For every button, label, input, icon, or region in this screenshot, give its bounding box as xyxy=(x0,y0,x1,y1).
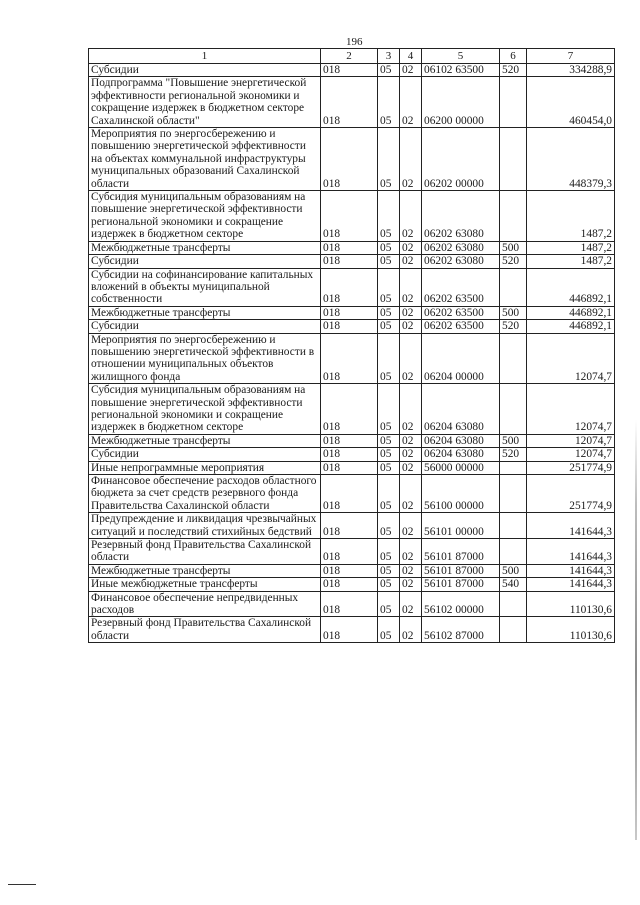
row-csr-cell: 06204 63080 xyxy=(422,448,500,461)
row-ved-cell: 018 xyxy=(321,513,378,539)
row-ved-cell: 018 xyxy=(321,448,378,461)
row-sum-cell: 141644,3 xyxy=(527,539,615,565)
row-name-cell: Предупреждение и ликвидация чрезвычайных ситуаций и последствий стихийных бедствий xyxy=(89,513,321,539)
row-vr-cell xyxy=(500,461,527,474)
row-rz-cell: 05 xyxy=(378,448,400,461)
row-sum-cell: 12074,7 xyxy=(527,333,615,384)
row-pr-cell: 02 xyxy=(400,77,422,128)
row-ved-cell: 018 xyxy=(321,617,378,643)
table-row xyxy=(89,384,615,435)
row-sum-cell: 110130,6 xyxy=(527,591,615,617)
row-sum-cell: 1487,2 xyxy=(527,241,615,254)
row-sum-cell: 1487,2 xyxy=(527,255,615,268)
row-rz-cell: 05 xyxy=(378,77,400,128)
row-name-cell: Иные непрограммные мероприятия xyxy=(89,461,321,474)
row-csr-cell: 56100 00000 xyxy=(422,475,500,513)
row-rz-cell: 05 xyxy=(378,475,400,513)
row-rz-cell: 05 xyxy=(378,306,400,319)
table-row xyxy=(89,77,615,128)
table-row xyxy=(89,434,615,447)
header-cell-5: 5 xyxy=(422,49,500,64)
row-rz-cell: 05 xyxy=(378,384,400,435)
header-cell-4: 4 xyxy=(400,49,422,64)
row-csr-cell: 06200 00000 xyxy=(422,77,500,128)
row-vr-cell xyxy=(500,513,527,539)
row-csr-cell: 06202 63500 xyxy=(422,268,500,306)
table-row xyxy=(89,539,615,565)
row-vr-cell: 500 xyxy=(500,434,527,447)
row-vr-cell: 540 xyxy=(500,578,527,591)
table-row xyxy=(89,461,615,474)
table-row xyxy=(89,255,615,268)
row-pr-cell: 02 xyxy=(400,539,422,565)
row-pr-cell: 02 xyxy=(400,320,422,333)
row-ved-cell: 018 xyxy=(321,191,378,242)
row-pr-cell: 02 xyxy=(400,448,422,461)
row-vr-cell xyxy=(500,617,527,643)
row-rz-cell: 05 xyxy=(378,128,400,191)
row-sum-cell: 446892,1 xyxy=(527,320,615,333)
table-row xyxy=(89,268,615,306)
table-row xyxy=(89,128,615,191)
row-rz-cell: 05 xyxy=(378,564,400,577)
row-name-cell: Субсидии на софинансирование капитальных вложений в объекты муниципальной собственности xyxy=(89,268,321,306)
row-pr-cell: 02 xyxy=(400,268,422,306)
page-number: 196 xyxy=(346,36,363,48)
row-vr-cell xyxy=(500,128,527,191)
table-row xyxy=(89,306,615,319)
row-csr-cell: 56101 87000 xyxy=(422,578,500,591)
row-pr-cell: 02 xyxy=(400,306,422,319)
row-csr-cell: 06202 63080 xyxy=(422,191,500,242)
row-name-cell: Межбюджетные трансферты xyxy=(89,306,321,319)
row-pr-cell: 02 xyxy=(400,128,422,191)
row-csr-cell: 06202 00000 xyxy=(422,128,500,191)
row-vr-cell: 520 xyxy=(500,448,527,461)
row-name-cell: Межбюджетные трансферты xyxy=(89,241,321,254)
row-ved-cell: 018 xyxy=(321,434,378,447)
row-vr-cell xyxy=(500,384,527,435)
table-row xyxy=(89,564,615,577)
row-name-cell: Резервный фонд Правительства Сахалинской области xyxy=(89,617,321,643)
table-row xyxy=(89,191,615,242)
row-pr-cell: 02 xyxy=(400,617,422,643)
header-cell-7: 7 xyxy=(527,49,615,64)
row-rz-cell: 05 xyxy=(378,513,400,539)
row-name-cell: Финансовое обеспечение непредвиденных расходов xyxy=(89,591,321,617)
row-csr-cell: 56101 87000 xyxy=(422,564,500,577)
row-pr-cell: 02 xyxy=(400,64,422,77)
row-vr-cell xyxy=(500,77,527,128)
row-pr-cell: 02 xyxy=(400,191,422,242)
row-vr-cell xyxy=(500,191,527,242)
row-name-cell: Иные межбюджетные трансферты xyxy=(89,578,321,591)
row-vr-cell xyxy=(500,591,527,617)
row-rz-cell: 05 xyxy=(378,255,400,268)
row-csr-cell: 56102 87000 xyxy=(422,617,500,643)
row-csr-cell: 56101 00000 xyxy=(422,513,500,539)
row-sum-cell: 12074,7 xyxy=(527,384,615,435)
row-ved-cell: 018 xyxy=(321,241,378,254)
row-csr-cell: 06202 63500 xyxy=(422,306,500,319)
row-ved-cell: 018 xyxy=(321,564,378,577)
table-row xyxy=(89,475,615,513)
row-pr-cell: 02 xyxy=(400,255,422,268)
budget-table xyxy=(88,48,615,643)
table-row xyxy=(89,64,615,77)
row-vr-cell xyxy=(500,268,527,306)
row-rz-cell: 05 xyxy=(378,591,400,617)
row-csr-cell: 06202 63500 xyxy=(422,320,500,333)
row-name-cell: Финансовое обеспечение расходов областного бюджета за счет средств резервного фонда Правительства Сахалинской области xyxy=(89,475,321,513)
row-ved-cell: 018 xyxy=(321,268,378,306)
row-sum-cell: 141644,3 xyxy=(527,564,615,577)
row-sum-cell: 446892,1 xyxy=(527,268,615,306)
row-vr-cell: 520 xyxy=(500,255,527,268)
row-vr-cell: 520 xyxy=(500,320,527,333)
row-vr-cell xyxy=(500,333,527,384)
row-csr-cell: 06202 63080 xyxy=(422,241,500,254)
row-sum-cell: 141644,3 xyxy=(527,513,615,539)
row-ved-cell: 018 xyxy=(321,333,378,384)
row-ved-cell: 018 xyxy=(321,475,378,513)
table-row xyxy=(89,591,615,617)
scan-mark xyxy=(8,884,36,885)
row-sum-cell: 12074,7 xyxy=(527,434,615,447)
row-ved-cell: 018 xyxy=(321,539,378,565)
row-sum-cell: 1487,2 xyxy=(527,191,615,242)
row-sum-cell: 251774,9 xyxy=(527,461,615,474)
row-csr-cell: 06102 63500 xyxy=(422,64,500,77)
row-sum-cell: 448379,3 xyxy=(527,128,615,191)
row-ved-cell: 018 xyxy=(321,320,378,333)
table-row xyxy=(89,617,615,643)
row-csr-cell: 56102 00000 xyxy=(422,591,500,617)
row-csr-cell: 06202 63080 xyxy=(422,255,500,268)
row-rz-cell: 05 xyxy=(378,268,400,306)
row-sum-cell: 446892,1 xyxy=(527,306,615,319)
row-sum-cell: 141644,3 xyxy=(527,578,615,591)
row-csr-cell: 06204 63080 xyxy=(422,434,500,447)
row-rz-cell: 05 xyxy=(378,461,400,474)
row-rz-cell: 05 xyxy=(378,320,400,333)
row-name-cell: Субсидия муниципальным образованиям на повышение энергетической эффективности региональной экономики и сокращение издержек в бюджетном секторе xyxy=(89,191,321,242)
table-row xyxy=(89,578,615,591)
row-name-cell: Межбюджетные трансферты xyxy=(89,434,321,447)
row-ved-cell: 018 xyxy=(321,77,378,128)
row-sum-cell: 334288,9 xyxy=(527,64,615,77)
row-pr-cell: 02 xyxy=(400,578,422,591)
row-csr-cell: 06204 63080 xyxy=(422,384,500,435)
row-ved-cell: 018 xyxy=(321,384,378,435)
row-pr-cell: 02 xyxy=(400,513,422,539)
table-body xyxy=(89,49,615,643)
row-ved-cell: 018 xyxy=(321,255,378,268)
scan-edge-shadow xyxy=(635,420,637,840)
row-pr-cell: 02 xyxy=(400,241,422,254)
table-row xyxy=(89,333,615,384)
row-sum-cell: 460454,0 xyxy=(527,77,615,128)
row-csr-cell: 06204 00000 xyxy=(422,333,500,384)
row-rz-cell: 05 xyxy=(378,333,400,384)
row-rz-cell: 05 xyxy=(378,241,400,254)
row-pr-cell: 02 xyxy=(400,461,422,474)
row-ved-cell: 018 xyxy=(321,461,378,474)
row-pr-cell: 02 xyxy=(400,333,422,384)
row-pr-cell: 02 xyxy=(400,434,422,447)
row-name-cell: Субсидии xyxy=(89,448,321,461)
row-name-cell: Резервный фонд Правительства Сахалинской области xyxy=(89,539,321,565)
row-sum-cell: 110130,6 xyxy=(527,617,615,643)
row-name-cell: Субсидии xyxy=(89,64,321,77)
row-pr-cell: 02 xyxy=(400,384,422,435)
row-name-cell: Подпрограмма "Повышение энергетической эффективности региональной экономики и сокращение издержек в бюджетном секторе Сахалинской области" xyxy=(89,77,321,128)
table-row xyxy=(89,448,615,461)
row-rz-cell: 05 xyxy=(378,617,400,643)
row-name-cell: Субсидии xyxy=(89,320,321,333)
row-pr-cell: 02 xyxy=(400,564,422,577)
row-rz-cell: 05 xyxy=(378,578,400,591)
table-row xyxy=(89,513,615,539)
row-rz-cell: 05 xyxy=(378,434,400,447)
row-vr-cell: 520 xyxy=(500,64,527,77)
row-name-cell: Мероприятия по энергосбережению и повышению энергетической эффективности в отношении муниципальных объектов жилищного фонда xyxy=(89,333,321,384)
row-vr-cell: 500 xyxy=(500,241,527,254)
row-rz-cell: 05 xyxy=(378,539,400,565)
row-vr-cell xyxy=(500,539,527,565)
row-ved-cell: 018 xyxy=(321,64,378,77)
row-csr-cell: 56000 00000 xyxy=(422,461,500,474)
row-name-cell: Субсидия муниципальным образованиям на повышение энергетической эффективности региональной экономики и сокращение издержек в бюджетном секторе xyxy=(89,384,321,435)
row-ved-cell: 018 xyxy=(321,128,378,191)
row-vr-cell: 500 xyxy=(500,306,527,319)
row-rz-cell: 05 xyxy=(378,191,400,242)
row-name-cell: Мероприятия по энергосбережению и повышению энергетической эффективности на объектах коммунальной инфраструктуры муниципальных образований Сахалинской области xyxy=(89,128,321,191)
header-cell-3: 3 xyxy=(378,49,400,64)
row-name-cell: Субсидии xyxy=(89,255,321,268)
header-cell-6: 6 xyxy=(500,49,527,64)
row-rz-cell: 05 xyxy=(378,64,400,77)
table-header-row xyxy=(89,49,615,64)
row-ved-cell: 018 xyxy=(321,306,378,319)
header-cell-2: 2 xyxy=(321,49,378,64)
row-vr-cell xyxy=(500,475,527,513)
row-csr-cell: 56101 87000 xyxy=(422,539,500,565)
row-name-cell: Межбюджетные трансферты xyxy=(89,564,321,577)
row-ved-cell: 018 xyxy=(321,591,378,617)
row-sum-cell: 251774,9 xyxy=(527,475,615,513)
row-pr-cell: 02 xyxy=(400,591,422,617)
row-vr-cell: 500 xyxy=(500,564,527,577)
table-row xyxy=(89,320,615,333)
table-row xyxy=(89,241,615,254)
row-pr-cell: 02 xyxy=(400,475,422,513)
row-ved-cell: 018 xyxy=(321,578,378,591)
row-sum-cell: 12074,7 xyxy=(527,448,615,461)
header-cell-1: 1 xyxy=(89,49,321,64)
